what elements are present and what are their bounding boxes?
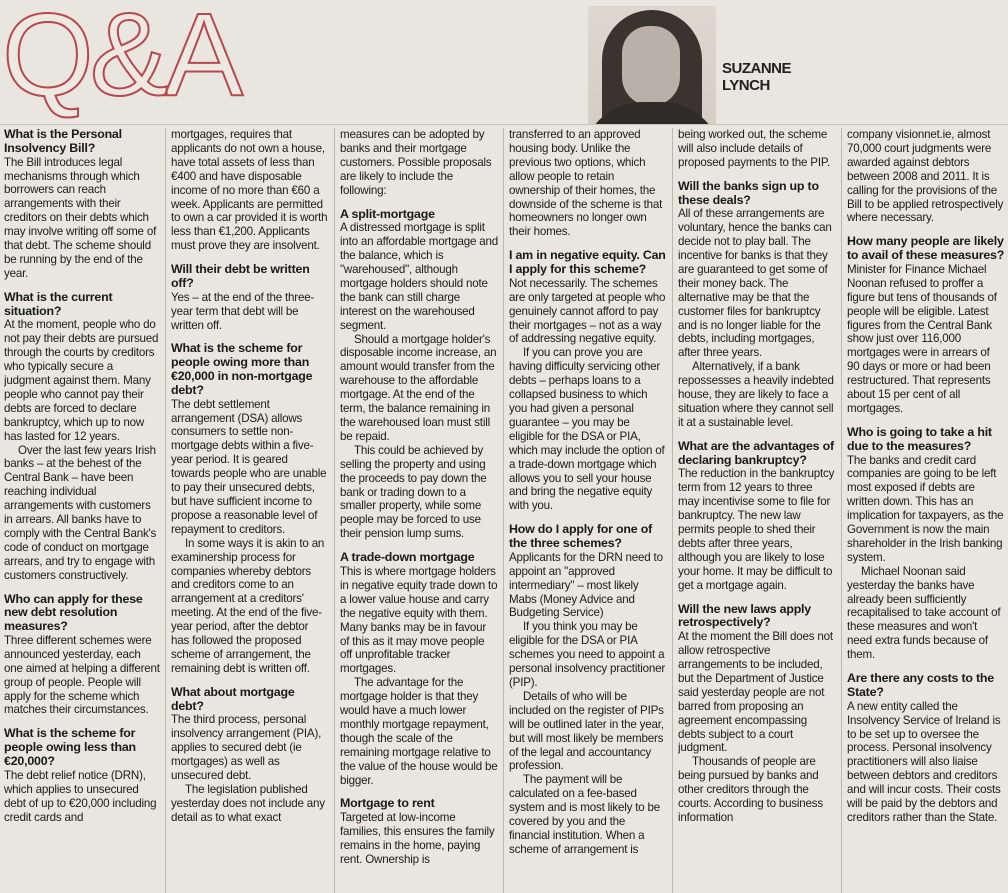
question-heading: I am in negative equity. Can I apply for this scheme? xyxy=(509,248,666,277)
answer-paragraph: Targeted at low-income families, this ensures the family remains in the home, paying rent. Ownership is xyxy=(340,811,495,866)
question-heading: How many people are likely to avail of these measures? xyxy=(847,234,1005,263)
answer-paragraph: measures can be adopted by banks and their mortgage customers. Possible proposals are likely to include the following: xyxy=(340,128,492,197)
answer-paragraph: company visionnet.ie, almost 70,000 court judgments were awarded against debtors between 2008 and 2011. It is calling for the provisions of the Bill to be applied retrospectively where necessary. xyxy=(847,128,1004,225)
byline-last-name: LYNCH xyxy=(722,77,770,94)
question-heading: What is the Personal Insolvency Bill? xyxy=(4,128,122,155)
portrait-face xyxy=(622,26,680,106)
question-heading: Who is going to take a hit due to the measures? xyxy=(847,424,992,453)
answer-paragraph: A distressed mortgage is split into an affordable mortgage and the balance, which is "warehoused", although mortgage holders should note the bank can still charge interest on the warehoused segment. xyxy=(340,221,498,332)
author-portrait xyxy=(588,6,716,124)
answer-paragraph: being worked out, the scheme will also include details of proposed payments to the PIP. xyxy=(678,128,830,169)
answer-paragraph: At the moment the Bill does not allow retrospective arrangements to be included, but the Department of Justice said yesterday people are not barred from proposing an agreement encompassing debts subject to a court judgment. xyxy=(678,630,833,755)
header-rule xyxy=(0,124,1008,125)
answer-paragraph: Should a mortgage holder's disposable income increase, an amount would transfer from the warehouse to the affordable mortgage. At the end of the term, the balance remaining in the warehoused loan must still be repaid. xyxy=(340,332,497,443)
answer-paragraph: If you can prove you are having difficulty servicing other debts – perhaps loans to a collapsed business to which you had given a personal guarantee – you may be eligible for the DSA or PIA, which may include the option of a trade-down mortgage which allows you to sell your house and bring the negative equity with you. xyxy=(509,346,665,513)
column-3 xyxy=(340,128,498,893)
answer-paragraph: Three different schemes were announced yesterday, each one aimed at helping a different group of people. People will apply for the scheme which matches their circumstances. xyxy=(4,633,160,717)
answer-paragraph: A new entity called the Insolvency Service of Ireland is to be set up to oversee the process. Personal insolvency practitioners will also liaise between debtors and creditors and will incur costs. Their costs will be paid by the debtors and creditors rather than the State. xyxy=(847,699,1001,824)
answer-paragraph: Applicants for the DRN need to appoint an "approved intermediary" – most likely Mabs (Money Advice and Budgeting Service) xyxy=(509,550,663,620)
answer-paragraph: The legislation published yesterday does not include any detail as to what exact xyxy=(171,782,325,824)
answer-paragraph: The debt relief notice (DRN), which applies to unsecured debt of up to €20,000 including credit cards and xyxy=(4,768,157,824)
author-byline xyxy=(722,60,791,94)
question-heading: What is the current situation? xyxy=(4,289,113,318)
column-divider xyxy=(841,128,842,893)
column-divider xyxy=(672,128,673,893)
question-heading: A trade-down mortgage xyxy=(340,550,475,565)
answer-paragraph: Details of who will be included on the register of PIPs will be outlined later in the year, but will most likely be members of the legal and accountancy profession. xyxy=(509,689,664,773)
answer-paragraph: This is where mortgage holders in negative equity trade down to a lower value house and carry the negative equity with them. Many banks may be in favour of this as it may move people off unprofitable tracker mortgages. xyxy=(340,564,498,676)
answer-paragraph: The reduction in the bankruptcy term from 12 years to three may incentivise some to file for bankruptcy. The new law permits people to shed their debts after three years, although you are likely to lose your home. It may be difficult to get a mortgage again. xyxy=(678,467,835,592)
answer-paragraph: mortgages, requires that applicants do not own a house, have total assets of less than €400 and have disposable income of no more than €60 a week. Applicants are permitted to own a car provided it is worth less than €1,200. Applicants must prove they are insolvent. xyxy=(171,128,328,253)
answer-paragraph: Michael Noonan said yesterday the banks have already been sufficiently recapitalised to take account of these measures and won't need extra funds because of them. xyxy=(847,564,1001,662)
answer-paragraph: The payment will be calculated on a fee-based system and is most likely to be covered by you and the financial institution. When a scheme of arrangement is xyxy=(509,773,661,856)
answer-paragraph: transferred to an approved housing body. Unlike the previous two options, which allow people to retain ownership of their homes, the downside of the scheme is that homeowners no longer own their homes. xyxy=(509,128,663,239)
byline-first-name: SUZANNE xyxy=(722,60,792,77)
question-heading: Mortgage to rent xyxy=(340,796,435,811)
answer-paragraph: Over the last few years Irish banks – at the behest of the Central Bank – have been reaching individual arrangements with customers in arrears. All banks have to comply with the Central Bank's code of conduct on mortgage arrears, and try to engage with customers constructively. xyxy=(4,443,157,582)
question-heading: Will the new laws apply retrospectively? xyxy=(678,601,811,630)
question-heading: Who can apply for these new debt resolution measures? xyxy=(4,591,143,634)
answer-paragraph: Not necessarily. The schemes are only targeted at people who genuinely cannot afford to pay their mortgages – not as a way of addressing negative equity. xyxy=(509,276,666,346)
answer-paragraph: In some ways it is akin to an examinership process for companies whereby debtors and creditors come to an arrangement at a creditors' meeting. At the end of the five-year period, after the debtor has followed the proposed scheme of arrangement, the remaining debt is written off. xyxy=(171,536,325,675)
question-heading: Will their debt be written off? xyxy=(171,262,310,290)
answer-paragraph: The banks and credit card companies are going to be left most exposed if debts are written down. This has an implication for taxpayers, as the Government is now the main shareholder in the Irish banking system. xyxy=(847,453,1004,564)
column-divider xyxy=(165,128,166,893)
question-heading: What is the scheme for people owing less than €20,000? xyxy=(4,726,136,768)
answer-paragraph: Yes – at the end of the three-year term that debt will be written off. xyxy=(171,290,315,332)
answer-paragraph: If you think you may be eligible for the DSA or PIA schemes you need to appoint a personal insolvency practitioner (PIP). xyxy=(509,620,665,689)
question-heading: A split-mortgage xyxy=(340,206,435,221)
column-1 xyxy=(4,128,162,893)
column-6 xyxy=(847,128,1005,893)
answer-paragraph: The Bill introduces legal mechanisms through which borrowers can reach arrangements with their creditors on their debts which may involve writing off some of that debt. The scheme should be running by the end of the year. xyxy=(4,155,157,280)
column-divider xyxy=(503,128,504,893)
question-heading: What is the scheme for people owing more than €20,000 in non-mortgage debt? xyxy=(171,341,313,397)
column-4 xyxy=(509,128,667,893)
column-2 xyxy=(171,128,329,893)
answer-paragraph: The third process, personal insolvency arrangement (PIA), applies to secured debt (ie mortgages) as well as unsecured debt. xyxy=(171,713,322,782)
answer-paragraph: Minister for Finance Michael Noonan refused to proffer a figure but tens of thousands of people will be eligible. Latest figures from the Central Bank show just over 116,000 mortgages were in arrears of 90 days or more or had been restructured. That represents about 15 per cent of all mortgages. xyxy=(847,262,997,415)
answer-paragraph: At the moment, people who do not pay their debts are pursued through the courts by creditors who typically secure a judgment against them. Many people who cannot pay their debts are forced to declare bankruptcy, which up to now has lasted for 12 years. xyxy=(4,318,159,443)
answer-paragraph: This could be achieved by selling the property and using the proceeds to pay down the bank or trading down to a smaller property, while some people may be forced to use their pension lump sums. xyxy=(340,443,487,541)
answer-paragraph: Alternatively, if a bank repossesses a heavily indebted house, they are likely to face a situation where they cannot sell it at a sustainable level. xyxy=(678,360,834,429)
answer-paragraph: Thousands of people are being pursued by banks and other creditors through the courts. According to business information xyxy=(678,755,823,824)
question-heading: Will the banks sign up to these deals? xyxy=(678,178,819,207)
question-heading: What about mortgage debt? xyxy=(171,684,295,713)
column-divider xyxy=(334,128,335,893)
answer-paragraph: All of these arrangements are voluntary, hence the banks can decide not to play ball. The incentive for banks is that they are guaranteed to get some of their money back. The alternative may be that the customer files for bankruptcy and is no longer liable for the debts, including mortgages, after three years. xyxy=(678,207,832,360)
question-heading: What are the advantages of declaring bankruptcy? xyxy=(678,438,834,467)
question-heading: How do I apply for one of the three schemes? xyxy=(509,522,652,551)
qa-masthead: Q&A xyxy=(2,0,240,121)
answer-paragraph: The advantage for the mortgage holder is that they would have a much lower monthly mortgage repayment, though the scale of the remaining mortgage relative to the value of the house would be bigger. xyxy=(340,676,498,787)
column-5 xyxy=(678,128,836,893)
question-heading: Are there any costs to the State? xyxy=(847,671,994,699)
answer-paragraph: The debt settlement arrangement (DSA) allows consumers to settle non-mortgage debts within a five-year period. It is geared towards people who are unable to pay their unsecured debts, but have sufficient income to propose a reasonable level of repayment to creditors. xyxy=(171,397,327,536)
